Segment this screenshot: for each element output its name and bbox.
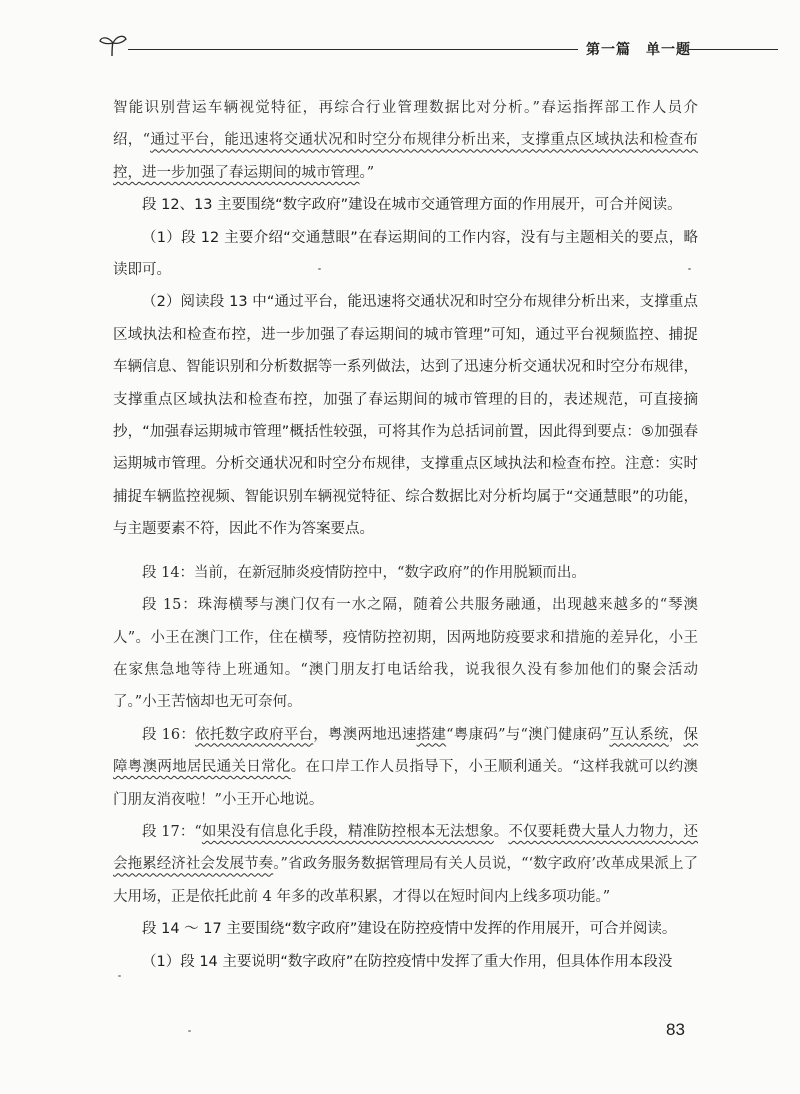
page-header <box>98 32 778 62</box>
sprout-icon <box>98 32 128 58</box>
paragraph-16: 段 16：依托数字政府平台，粤澳两地迅速搭建“粤康码”与“澳门健康码”互认系统，保障粤澳两地居民通关日常化。在口岸工作人员指导下，小王顺利通关。“这样我就可以约澳门朋友消夜啦！”小王开心地说。 <box>113 726 699 808</box>
page-number: 83 <box>666 1020 685 1039</box>
paragraph-14: 段 14：当前，在新冠肺炎疫情防控中，“数字政府”的作用脱颖而出。 <box>142 564 586 581</box>
scan-speck <box>688 268 691 270</box>
scan-speck <box>188 1030 191 1032</box>
header-rule-right <box>688 49 778 50</box>
analysis-12-13-point-1: （1）段 12 主要介绍“交通慧眼”在春运期间的工作内容，没有与主题相关的要点，略读即可。 <box>113 229 698 279</box>
page-body <box>113 92 698 978</box>
paragraph-15: 段 15：珠海横琴与澳门仅有一水之隔，随着公共服务融通，出现越来越多的“琴澳人”。小王在澳门工作，住在横琴，疫情防控初期，因两地防疫要求和措施的差异化，小王在家焦急地等待上班通知。“澳门朋友打电话给我，说我很久没有参加他们的聚会活动了。”小王苦恼却也无可奈何。 <box>113 597 698 711</box>
analysis-14-17: 段 14 ～ 17 主要围绕“数字政府”建设在防控疫情中发挥的作用展开，可合并阅读。 <box>142 921 677 938</box>
analysis-12-13-point-2: （2）阅读段 13 中“通过平台，能迅速将交通状况和时空分布规律分析出来，支撑重点区域执法和检查布控，进一步加强了春运期间的城市管理”可知，通过平台视频监控、捕捉车辆信息、智能识别和分析数据等一系列做法，达到了迅速分析交通状况和时空分布规律，支撑重点区域执法和检查布控，加强了春运期间的城市管理的目的，表述规范，可直接摘抄，“加强春运期城市管理”概括性较强，可将其作为总括词前置，因此得到要点：⑤加强春运期城市管理。分析交通状况和时空分布规律，支撑重点区域执法和检查布控。注意：实时捕捉车辆监控视频、智能识别车辆视觉特征、综合数据比对分析均属于“交通慧眼”的功能，与主题要素不符，因此不作为答案要点。 <box>113 294 698 538</box>
chapter-title: 第一篇 单一题 <box>586 42 691 58</box>
header-rule-left <box>128 49 578 50</box>
scan-speck <box>318 268 321 270</box>
scan-speck <box>118 975 121 977</box>
paragraph-17: 段 17：“如果没有信息化手段，精准防控根本无法想象。不仅要耗费大量人力物力，还会拖累经济社会发展节奏。”省政务服务数据管理局有关人员说，“‘数字政府’改革成果派上了大用场，正是依托此前 4 年多的改革积累，才得以在短时间内上线多项功能。” <box>113 823 699 905</box>
analysis-14-17-point-1: （1）段 14 主要说明“数字政府”在防控疫情中发挥了重大作用，但具体作用本段没 <box>142 953 673 970</box>
paragraph-13-continued: 智能识别营运车辆视觉特征，再综合行业管理数据比对分析。”春运指挥部工作人员介绍，“通过平台，能迅速将交通状况和时空分布规律分析出来，支撑重点区域执法和检查布控，进一步加强了春运期间的城市管理。” <box>113 100 699 181</box>
analysis-12-13: 段 12、13 主要围绕“数字政府”建设在城市交通管理方面的作用展开，可合并阅读。 <box>142 197 682 214</box>
